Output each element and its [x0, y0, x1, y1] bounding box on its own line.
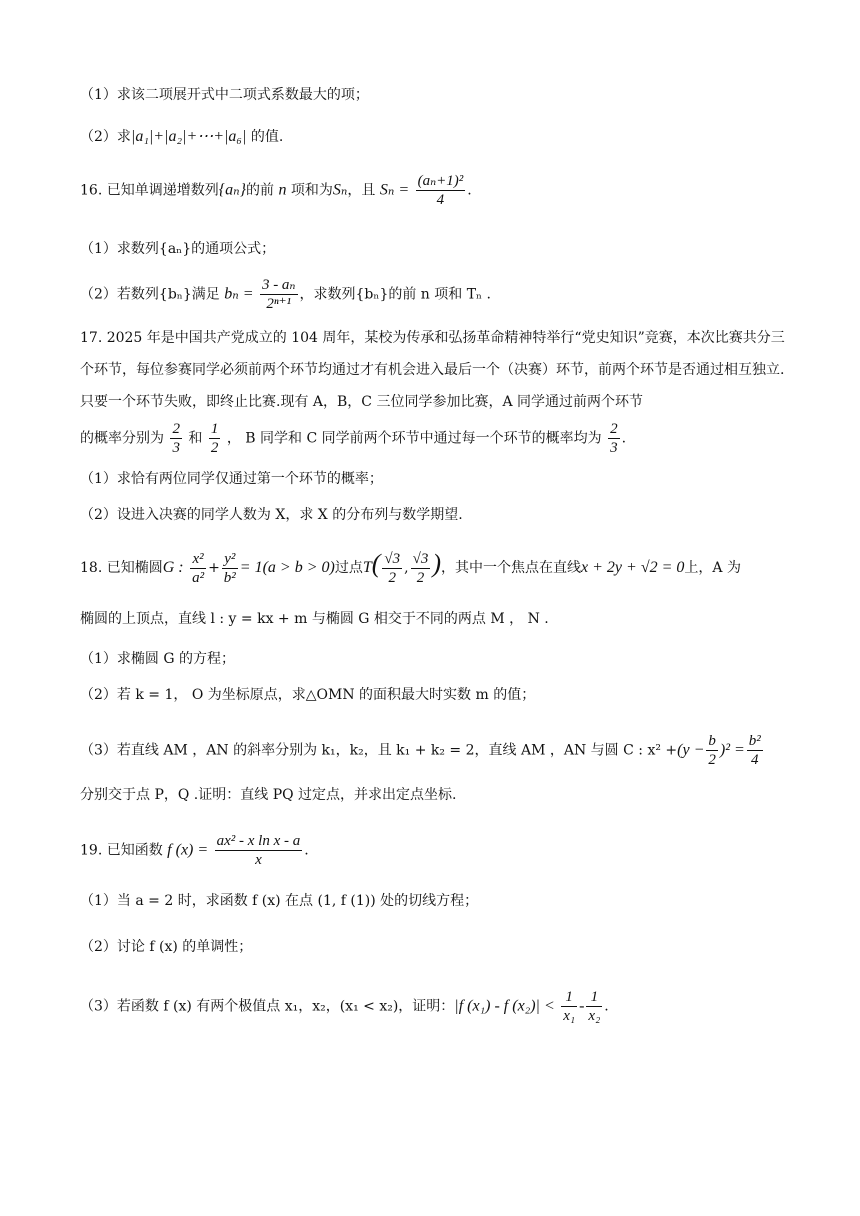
q17-frac-2-3 — [170, 420, 182, 457]
q18-x-num: x² — [190, 550, 206, 569]
q18-eq: = 1(a > b > 0) — [239, 559, 335, 576]
q18-p3-a: （3）若直线 AM ，AN 的斜率分别为 k₁，k₂，且 k₁ + k₂ = 2，直线 AM ，AN 与圆 C : x² + — [80, 742, 678, 759]
q19-inv-x2 — [586, 988, 602, 1025]
q17-last-a: 的概率分别为 — [80, 430, 164, 447]
q16-part2 — [80, 276, 790, 313]
q16-stem-a: 16. 已知单调递增数列 — [80, 182, 219, 199]
q18-t-y-den: 2 — [416, 569, 425, 586]
q18-t-x — [382, 550, 402, 587]
q18-t-x-num: √3 — [384, 550, 401, 567]
q18-t-x-den: 2 — [388, 569, 397, 586]
q16-stem: 16. 已知单调递增数列{aₙ}的前 n 项和为Sₙ，且 Sₙ = $\frac{\text{(aₙ+1)²}}{4}$ . — [80, 173, 472, 208]
q18-y-frac — [222, 550, 238, 587]
q19-p3-a: （3）若函数 f (x) 有两个极值点 x₁，x₂，(x₁ < x₂)，证明： — [80, 998, 455, 1015]
q18-x-den: a² — [192, 569, 205, 586]
q19-fraction — [215, 832, 303, 869]
q18-p3-b: (y − — [677, 741, 705, 759]
q16-sn-numerator: (aₙ+1)² — [417, 173, 464, 189]
q18-part3 — [80, 732, 790, 769]
q16-an: {aₙ} — [218, 181, 246, 199]
q15-part2 — [80, 126, 790, 148]
q17-f2-den: 2 — [210, 440, 219, 456]
q17-part2: （2）设进入决赛的同学人数为 X，求 X 的分布列与数学期望. — [80, 507, 463, 523]
q19-n1: 1 — [561, 988, 577, 1007]
q19-d1: x₁ — [563, 1008, 576, 1024]
q18-b2-num: b² — [748, 733, 761, 749]
q18-b-half — [706, 732, 718, 769]
q18-g: G : — [162, 559, 184, 576]
q17-prob-line: 的概率分别为 $\frac{2}{3}$ 和 $\frac{1}{2}$ ， B 同学和 C 同学前两个环节中通过每一个环节的概率均为 $\frac{2}{3}$ . — [80, 421, 627, 456]
q17-frac-2-3-b — [608, 420, 620, 457]
q17-last-b: ， B 同学和 C 同学前两个环节中通过每一个环节的概率均为 — [226, 430, 602, 447]
q18-stem-b: ，其中一个焦点在直线 — [441, 560, 582, 576]
q16-bn-denominator: 2ⁿ⁺¹ — [266, 296, 292, 312]
q18-t: T — [362, 559, 372, 576]
q17-f1-num: 2 — [172, 421, 180, 437]
q19-part2: （2）讨论 f (x) 的单调性； — [80, 939, 253, 955]
q18-line2: 椭圆的上顶点，直线 l : y = kx + m 与椭圆 G 相交于不同的两点 M ， N . — [80, 611, 549, 627]
q16-part2-a: （2）若数列{bₙ}满足 — [80, 286, 220, 303]
q18-b-den: 2 — [708, 752, 716, 768]
q19-denominator: x — [255, 852, 262, 868]
q18-part1: （1）求椭圆 G 的方程； — [80, 651, 235, 667]
q18-y-den: b² — [223, 569, 236, 586]
q16-sn-fraction — [416, 172, 466, 209]
q17-f3-den: 3 — [610, 440, 618, 456]
q18-part3-tail: 分别交于点 P，Q .证明：直线 PQ 过定点，并求出定点坐标. — [80, 787, 457, 803]
q18-pass: 过点 — [334, 560, 363, 576]
q19-n2: 1 — [586, 988, 602, 1007]
q18-p3-c: )² = — [719, 741, 745, 759]
q16-sn: Sₙ — [332, 181, 348, 199]
q17-f3-num: 2 — [610, 421, 618, 437]
q19-part3: （3）若函数 f (x) 有两个极值点 x₁，x₂，(x₁ < x₂)，证明：|f (x₁) - f (x₂)| < $\frac{1}{\text{x₁}}$ - $\frac{1}{\text{x₂}}$ . — [80, 989, 609, 1024]
q15-part2-label: （2）求 — [80, 129, 131, 145]
q16-part2-b: ，求数列{bₙ}的前 n 项和 Tₙ . — [299, 286, 492, 303]
q19-numerator: ax² - x ln x - a — [216, 833, 301, 849]
q18-stem: 18. 已知椭圆G : $\frac{\text{x²}}{\text{a²}}$ + $\frac{\text{y²}}{\text{b²}}$ = 1(a > b > 0)过点T( $\frac{√3}{2}$ , $\frac{√3}{2}$ )，其中一个焦点在直线x + 2y + √2 = 0上，A 为 — [80, 549, 741, 586]
q17-stem: 17. 2025 年是中国共产党成立的 104 周年，某校为传承和弘扬革命精神特举行“党史知识”竞赛，本次比赛共分三个环节，每位参赛同学必须前两个环节均通过才有机会进入最后一个（决赛）环节，前两个环节是否通过相互独立.只要一个环节失败，即终止比赛.现有 A，B，C 三位同学参加比赛，A 同学通过前两个环节 — [80, 330, 785, 410]
q19-inv-x1 — [561, 988, 577, 1025]
q18-t-y-num: √3 — [412, 550, 429, 567]
q17-and: 和 — [188, 430, 203, 447]
q17-part1: （1）求恰有两位同学仅通过第一个环节的概率； — [80, 471, 383, 487]
q16-sn-denominator: 4 — [436, 192, 445, 208]
q19-stem: 19. 已知函数 f (x) = $\frac{\text{ax² - x ln x - a}}{x}$ . — [80, 833, 309, 868]
q16-sn-eq: Sₙ = — [379, 181, 410, 199]
q16-stem-d: ，且 — [347, 182, 376, 199]
q16-part1: （1）求数列{aₙ}的通项公式； — [80, 241, 276, 257]
q17-f1-den: 3 — [172, 440, 180, 456]
q16-bn-eq: bₙ = — [224, 285, 254, 303]
q16-stem-c: 项和为 — [290, 182, 333, 199]
q16-stem-b: 的前 — [246, 182, 274, 199]
q18-y-num: y² — [222, 550, 238, 569]
q15-abs-sum: |a₁|+|a₂|+⋯+|a₆| — [130, 128, 247, 145]
q18-b2-quarter — [747, 732, 763, 769]
q17-f2-num: 1 — [210, 421, 219, 437]
q18-b2-den: 4 — [751, 752, 759, 768]
q16-bn-numerator: 3 - aₙ — [261, 277, 296, 293]
q18-part2: （2）若 k = 1， O 为坐标原点，求△OMN 的面积最大时实数 m 的值； — [80, 687, 536, 703]
q18-stem-a: 18. 已知椭圆 — [80, 560, 163, 576]
q17-frac-1-2 — [209, 420, 221, 457]
q19-d2: x₂ — [588, 1008, 601, 1024]
q18-x-frac — [190, 550, 206, 587]
q19-part1: （1）当 a = 2 时，求函数 f (x) 在点 (1, f (1)) 处的切线方程； — [80, 893, 479, 909]
q18-b-num: b — [708, 733, 716, 749]
q19-p3-abs: |f (x₁) - f (x₂)| < — [454, 997, 555, 1015]
q19-minus: - — [579, 997, 585, 1015]
q16-n: n — [278, 181, 287, 199]
q18-line-eq: x + 2y + √2 = 0 — [581, 559, 685, 576]
q18-stem-c: 上，A 为 — [684, 560, 741, 576]
q18-t-y — [411, 550, 431, 587]
q16-bn-fraction — [260, 276, 298, 313]
q15-part1: （1）求该二项展开式中二项式系数最大的项； — [80, 87, 369, 103]
q19-fx: f (x) = — [167, 841, 209, 859]
q15-part2-tail: 的值. — [246, 129, 284, 145]
q19-stem-a: 19. 已知函数 — [80, 842, 163, 859]
